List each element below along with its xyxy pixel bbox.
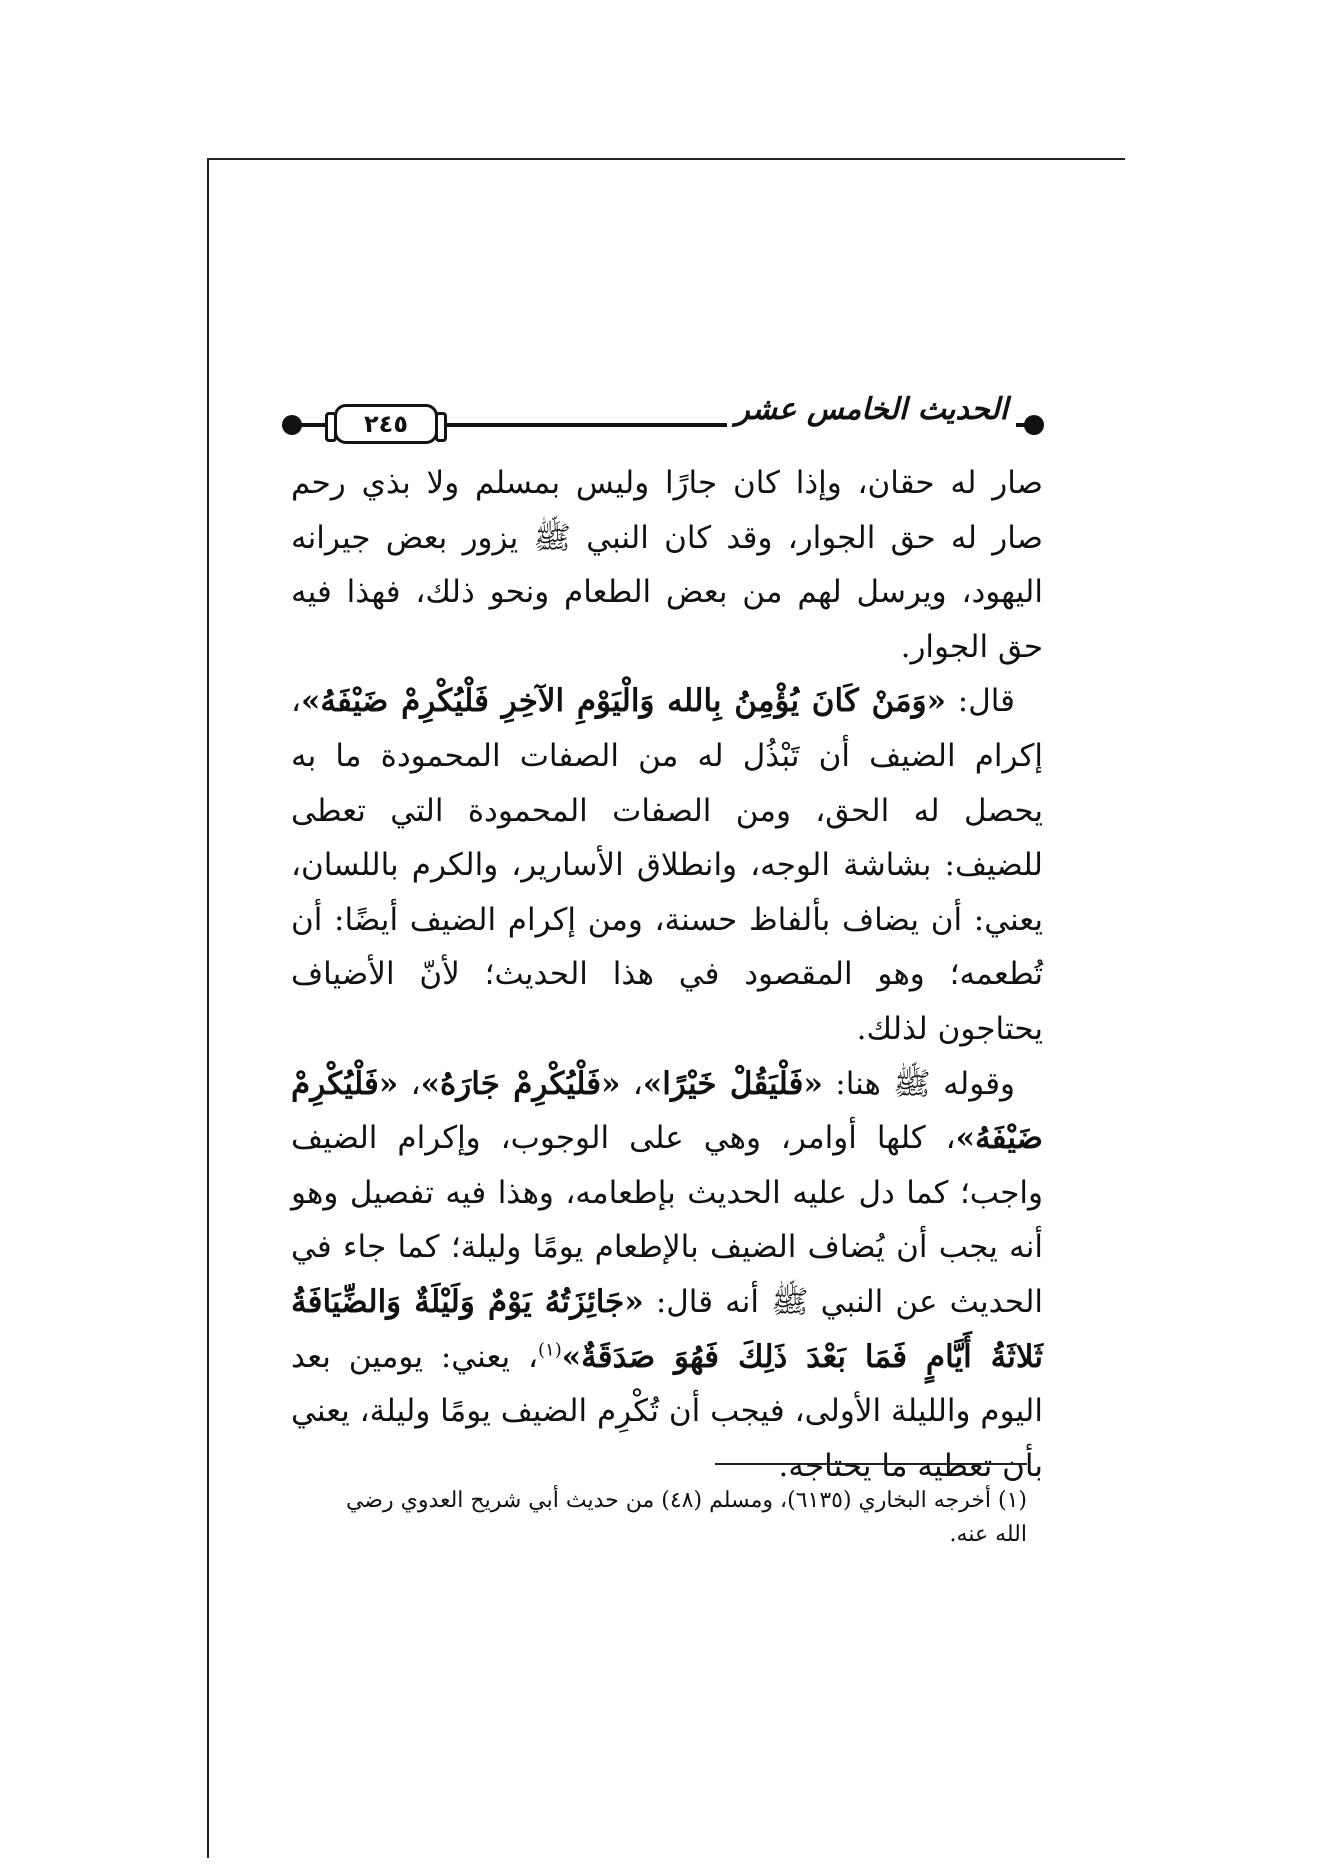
separator: ، — [620, 1065, 643, 1102]
footnote: (١) أخرجه البخاري (٦١٣٥)، ومسلم (٤٨) من حديث أبي شريح العدوي رضي الله عنه. — [345, 1488, 1027, 1547]
header-ornament-left-icon — [282, 415, 302, 435]
footnote-reference[interactable]: (١) — [538, 1339, 562, 1361]
paragraph-3-end: ، يعني: يومين بعد اليوم والليلة الأولى، فيجب أن تُكْرِم الضيف يومًا وليلة، يعني بأن تعطيه ما يحتاجه. — [291, 1338, 1043, 1484]
chapter-title: الحديث الخامس عشر — [727, 390, 1016, 430]
paragraph-2-text: ، إكرام الضيف أن تَبْذُل له من الصفات المحمودة ما به يحصل له الحق، ومن الصفات المحمودة التي تعطى للضيف: بشاشة الوجه، وانطلاق الأسارير، والكرم باللسان، يعني: أن يضاف بألفاظ حسنة، ومن إكرام الضيف أيضًا: أن تُطعمه؛ وهو المقصود في هذا الحديث؛ لأنّ الأضياف يحتاجون لذلك. — [291, 683, 1043, 1047]
separator: ، — [398, 1065, 421, 1102]
hadith-quote: «فَلْيُكْرِمْ ضَيْفَهُ» — [291, 1065, 1043, 1157]
paragraph-2-lead: قال: — [946, 683, 1016, 720]
paragraph-3 — [291, 1057, 1043, 1494]
page-frame-top-rule — [207, 158, 1125, 160]
paragraph-3-lead: وقوله ﷺ هنا: — [822, 1065, 1016, 1102]
body-text — [291, 456, 1043, 1493]
hadith-quote: «وَمَنْ كَانَ يُؤْمِنُ بِالله وَالْيَوْمِ الآخِرِ فَلْيُكْرِمْ ضَيْفَهُ» — [301, 683, 947, 720]
paragraph-1-text: صار له حقان، وإذا كان جارًا وليس بمسلم ولا بذي رحم صار له حق الجوار، وقد كان النبي ﷺ يزور بعض جيرانه اليهود، ويرسل لهم من بعض الطعام ونحو ذلك، فهذا فيه حق الجوار. — [291, 465, 1043, 665]
footnote-separator — [715, 1463, 1027, 1465]
hadith-quote: «فَلْيُكْرِمْ جَارَهُ» — [420, 1065, 621, 1102]
paragraph-2 — [291, 674, 1043, 1056]
running-header — [282, 392, 1044, 452]
page-frame-left-rule — [207, 158, 209, 1858]
hadith-quote: «فَلْيَقُلْ خَيْرًا» — [642, 1065, 823, 1102]
hadith-quote: «جَائِزَتُهُ يَوْمٌ وَلَيْلَةٌ وَالضِّيَافَةُ ثَلاثَةُ أَيَّامٍ فَمَا بَعْدَ ذَلِكَ فَهُوَ صَدَقَةٌ» — [291, 1283, 1043, 1375]
paragraph-3-text: ، كلها أوامر، وهي على الوجوب، وإكرام الضيف واجب؛ كما دل عليه الحديث بإطعامه، وهذا فيه تفصيل وهو أنه يجب أن يُضاف الضيف بالإطعام يومًا وليلة؛ كما جاء في الحديث عن النبي ﷺ أنه قال: — [291, 1120, 1043, 1320]
header-ornament-right-icon — [1024, 415, 1044, 435]
page-number: ٢٤٥ — [334, 404, 438, 444]
paragraph-1 — [291, 456, 1043, 674]
